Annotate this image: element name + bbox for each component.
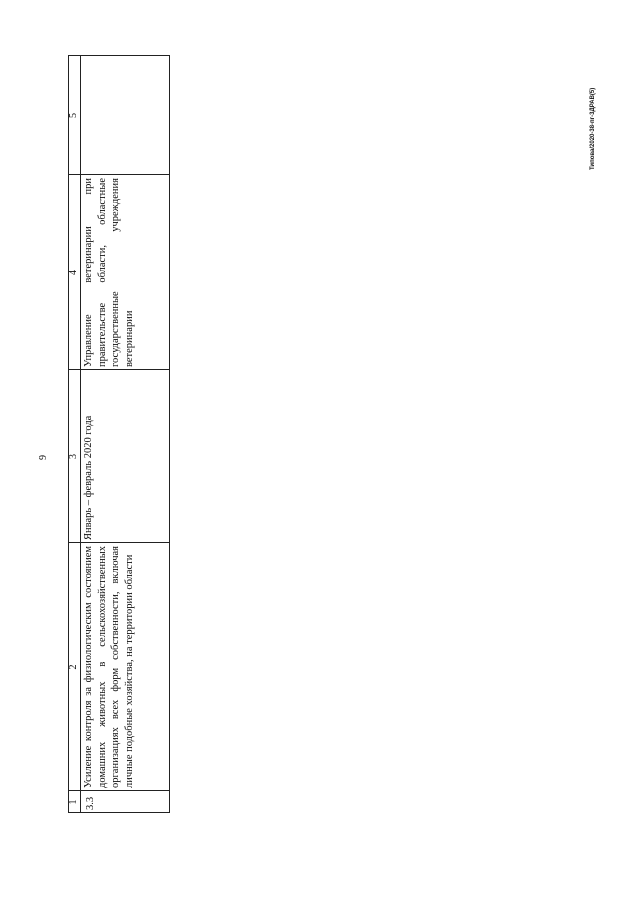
column-divider-2 [68,542,170,543]
table-border-bottom [169,55,170,813]
header-separator [80,55,81,813]
measures-table [68,55,170,813]
column-header-1: 1 [68,799,79,805]
column-divider-1 [68,790,170,791]
page-number: 9 [38,455,49,460]
column-header-2: 2 [68,664,79,670]
column-header-4: 4 [68,270,79,275]
column-header-5: 5 [68,113,79,118]
column-divider-4 [68,174,170,175]
table-border-right [68,55,170,56]
table-border-left [68,812,170,813]
column-header-3: 3 [68,454,79,459]
column-divider-3 [68,369,170,370]
period-text: Январь – февраль 2020 года [83,415,94,540]
measure-text: Усиление контроля за физиологическим состоянием домашних животных в сельскохозяйственных организациях всех форм собственности, включая личные подобные хозяйства, на территории области [83,546,135,788]
document-code: Типова/2020-38-пг-3ДРАВ(5) [590,87,596,170]
row-number: 3.3 [85,796,96,810]
responsible-text: Управление ветеринарии при правительстве области, областные государственные учреждения ветеринарии [83,178,135,367]
